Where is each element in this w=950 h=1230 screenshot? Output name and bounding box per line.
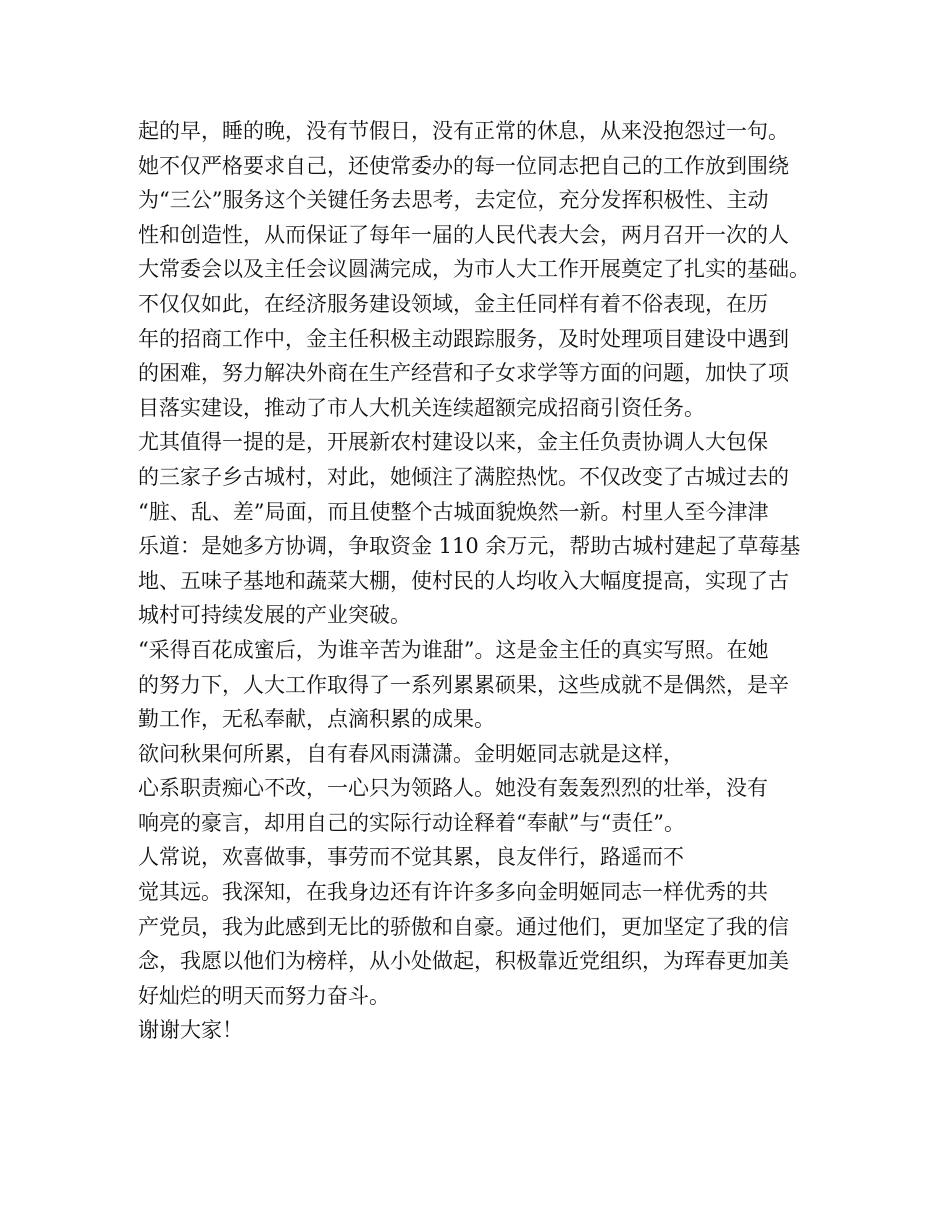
text-line: 尤其值得一提的是，开展新农村建设以来，金主任负责协调人大包保	[138, 430, 768, 455]
text-line: 起的早，睡的晚，没有节假日，没有正常的休息，从来没抱怨过一句。	[138, 119, 789, 143]
text-line: 目落实建设，推动了市人大机关连续超额完成招商引资任务。	[138, 395, 705, 420]
text-line: 的努力下，人大工作取得了一系列累累硕果，这些成就不是偶然，是辛	[138, 672, 789, 697]
text-line: 谢谢大家！	[138, 1018, 243, 1043]
text-line: 大常委会以及主任会议圆满完成，为市人大工作开展奠定了扎实的基础。	[138, 257, 810, 282]
text-line: 的困难，努力解决外商在生产经营和子女求学等方面的问题，加快了项	[138, 361, 789, 386]
text-line: 人常说，欢喜做事，事劳而不觉其累，良友伴行，路遥而不	[138, 845, 684, 870]
text-line: 为“三公”服务这个关键任务去思考，去定位，充分发挥积极性、主动	[138, 188, 769, 213]
text-line: 念，我愿以他们为榜样，从小处做起，积极靠近党组织，为珲春更加美	[138, 949, 789, 974]
text-line: 地、五味子基地和蔬菜大棚，使村民的人均收入大幅度提高，实现了古	[138, 568, 789, 593]
text-line: 性和创造性，从而保证了每年一届的人民代表大会，两月召开一次的人	[138, 222, 789, 247]
text-line: “采得百花成蜜后，为谁辛苦为谁甜”。这是金主任的真实写照。在她	[138, 637, 769, 662]
text-line: 勤工作，无私奉献，点滴积累的成果。	[138, 707, 495, 732]
text-line: “脏、乱、差”局面，而且使整个古城面貌焕然一新。村里人至今津津	[138, 499, 769, 524]
text-line: 好灿烂的明天而努力奋斗。	[138, 983, 390, 1008]
text-line: 产党员，我为此感到无比的骄傲和自豪。通过他们，更加坚定了我的信	[138, 914, 789, 939]
text-line: 不仅仅如此，在经济服务建设领域，金主任同样有着不俗表现，在历	[138, 291, 768, 316]
text-line: 城村可持续发展的产业突破。	[138, 603, 411, 628]
text-line: 欲问秋果何所累，自有春风雨潇潇。金明姬同志就是这样，	[138, 741, 684, 766]
text-line: 年的招商工作中，金主任积极主动跟踪服务，及时处理项目建设中遇到	[138, 326, 789, 351]
text-line: 觉其远。我深知，在我身边还有许许多多向金明姬同志一样优秀的共	[138, 880, 768, 905]
text-line: 心系职责痴心不改，一心只为领路人。她没有轰轰烈烈的壮举，没有	[138, 776, 768, 801]
text-line: 乐道：是她多方协调，争取资金 110 余万元，帮助古城村建起了草莓基	[138, 534, 801, 559]
text-line: 响亮的豪言，却用自己的实际行动诠释着“奉献”与“责任”。	[138, 810, 685, 835]
document-body	[138, 114, 828, 1048]
text-line: 的三家子乡古城村，对此，她倾注了满腔热忱。不仅改变了古城过去的	[138, 464, 789, 489]
text-line: 她不仅严格要求自己，还使常委办的每一位同志把自己的工作放到围绕	[138, 153, 789, 178]
